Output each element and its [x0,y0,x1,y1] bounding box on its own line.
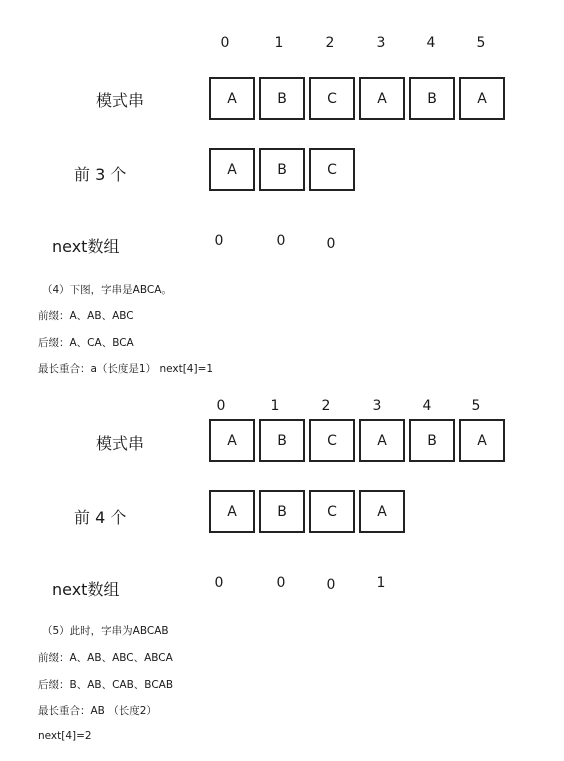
pattern-cell: B [259,419,305,462]
pattern-cell: C [309,77,355,120]
note-line: 后缀：B、AB、CAB、BCAB [38,679,174,691]
note-line: （4）下图，字串是ABCA。 [42,284,172,296]
note-line: 后缀：A、CA、BCA [38,337,134,349]
note-line: （5）此时，字串为ABCAB [42,625,169,637]
index-label: 1 [274,35,284,51]
pattern-cell: B [409,77,455,120]
index-label: 5 [471,398,481,414]
next-value: 0 [276,575,286,591]
next-value: 0 [326,236,336,252]
prefix-cell: C [309,148,355,191]
prefix-cell: A [359,490,405,533]
pattern-label: 模式串 [96,91,145,110]
pattern-cell: A [459,77,505,120]
pattern-cell: B [259,77,305,120]
next-value: 0 [214,233,224,249]
index-label: 4 [426,35,436,51]
pattern-cell: A [359,419,405,462]
index-label: 2 [321,398,331,414]
pattern-cell: A [209,77,255,120]
prefix-label: 前 4 个 [74,508,127,527]
next-value: 0 [326,577,336,593]
pattern-cell: A [459,419,505,462]
next-value: 0 [276,233,286,249]
next-array-label: next数组 [52,580,120,599]
prefix-cell: B [259,490,305,533]
note-line: next[4]=2 [38,730,92,742]
prefix-cell: A [209,148,255,191]
index-label: 2 [325,35,335,51]
pattern-cell: A [359,77,405,120]
pattern-label: 模式串 [96,434,145,453]
prefix-cell: B [259,148,305,191]
pattern-cell: C [309,419,355,462]
index-label: 1 [270,398,280,414]
index-label: 3 [376,35,386,51]
index-label: 4 [422,398,432,414]
pattern-cell: B [409,419,455,462]
index-label: 3 [372,398,382,414]
index-label: 5 [476,35,486,51]
prefix-cell: C [309,490,355,533]
pattern-cell: A [209,419,255,462]
next-value: 0 [214,575,224,591]
prefix-cell: A [209,490,255,533]
index-label: 0 [216,398,226,414]
next-value: 1 [376,575,386,591]
note-line: 最长重合：a（长度是1） next[4]=1 [38,363,214,375]
prefix-label: 前 3 个 [74,165,127,184]
next-array-label: next数组 [52,237,120,256]
note-line: 前缀：A、AB、ABC [38,310,134,322]
index-label: 0 [220,35,230,51]
note-line: 最长重合：AB （长度2） [38,705,157,717]
note-line: 前缀：A、AB、ABC、ABCA [38,652,173,664]
